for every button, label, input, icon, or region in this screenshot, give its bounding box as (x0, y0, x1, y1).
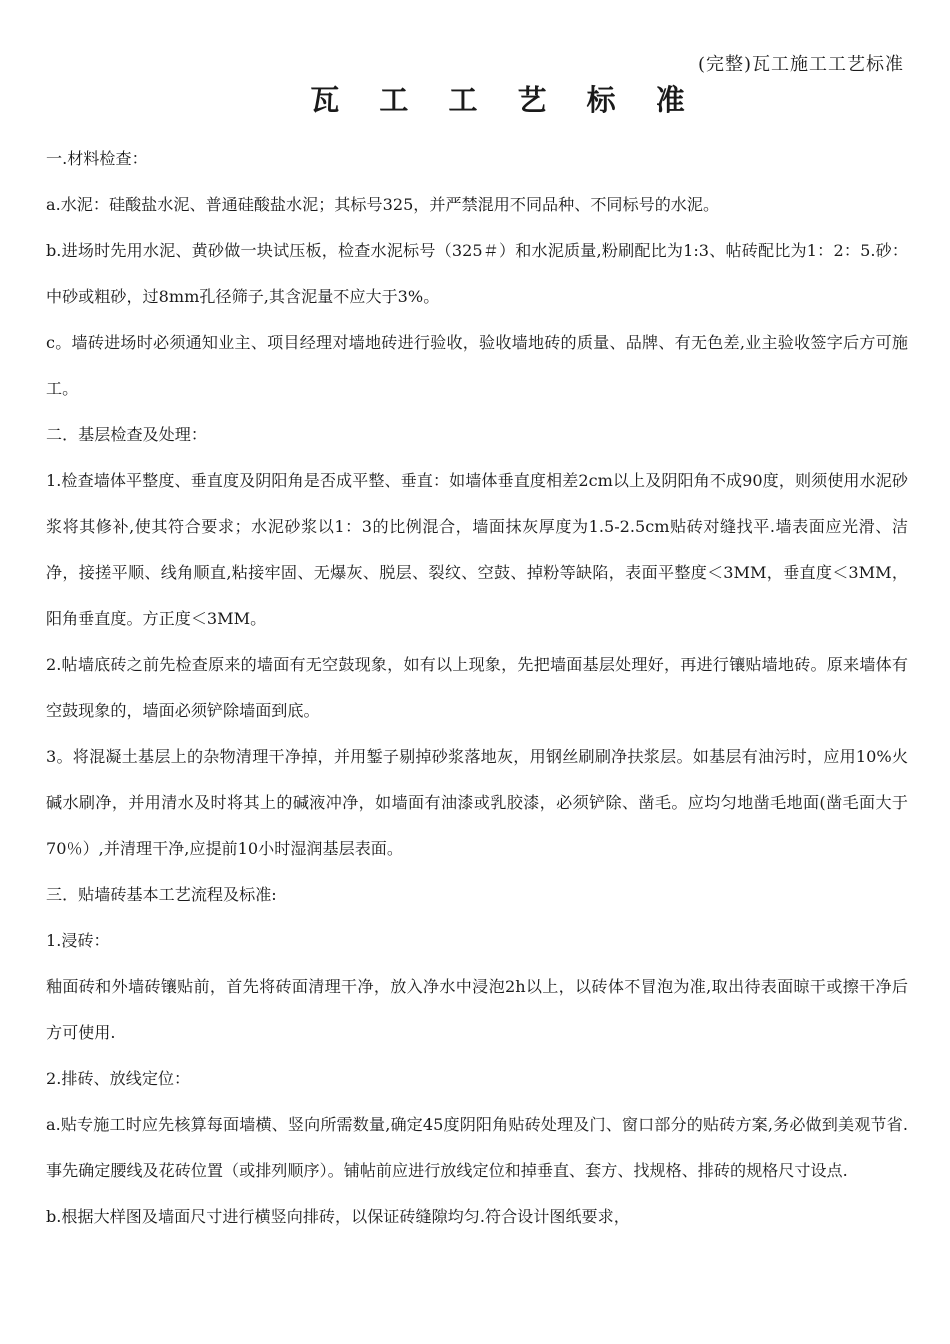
document-title: 瓦 工 工 艺 标 准 (310, 83, 700, 117)
header-note: (完整)瓦工施工工艺标准 (697, 54, 904, 75)
paragraph-layout-a: a.贴专施工时应先核算每面墙横、竖向所需数量,确定45度阴阳角贴砖处理及门、窗口部分的贴砖方案,务必做到美观节省.事先确定腰线及花砖位置（或排列顺序）。铺帖前应进行放线定位和掉垂直、套方、找规格、排砖的规格尺寸设点. (46, 1115, 908, 1180)
paragraph-hollow-check: 2.帖墙底砖之前先检查原来的墙面有无空鼓现象，如有以上现象，先把墙面基层处理好，再进行镶贴墙地砖。原来墙体有空鼓现象的，墙面必须铲除墙面到底。 (46, 655, 908, 720)
paragraph-test-board: b.进场时先用水泥、黄砂做一块试压板，检查水泥标号（325＃）和水泥质量,粉刷配比为1:3、帖砖配比为1：2：5.砂：中砂或粗砂，过8mm孔径筛子,其含泥量不应大于3%。 (46, 241, 908, 306)
document-body (46, 136, 908, 1240)
paragraph-soaking: 釉面砖和外墙砖镶贴前，首先将砖面清理干净，放入净水中浸泡2h以上，以砖体不冒泡为准,取出待表面晾干或擦干净后方可使用. (46, 977, 908, 1042)
subheading-soaking: 1.浸砖： (46, 931, 110, 950)
subheading-layout: 2.排砖、放线定位： (46, 1069, 191, 1088)
paragraph-wall-flatness: 1.检查墙体平整度、垂直度及阴阳角是否成平整、垂直：如墙体垂直度相差2cm以上及阴阳角不成90度，则须使用水泥砂浆将其修补,使其符合要求；水泥砂浆以1：3的比例混合，墙面抹灰厚度为1.5-2.5cm贴砖对缝找平.墙表面应光滑、洁净，接搓平顺、线角顺直,粘接牢固、无爆灰、脱层、裂纹、空鼓、掉粉等缺陷，表面平整度＜3MM，垂直度＜3MM，阳角垂直度。方正度＜3MM。 (46, 471, 908, 628)
section-heading-materials: 一.材料检查： (46, 149, 148, 168)
section-heading-base-layer: 二．基层检查及处理： (46, 425, 207, 444)
paragraph-base-cleaning: 3。将混凝土基层上的杂物清理干净掉，并用錾子剔掉砂浆落地灰，用钢丝刷刷净扶浆层。如基层有油污时，应用10%火碱水刷净，并用清水及时将其上的碱液冲净，如墙面有油漆或乳胶漆，必须铲除、凿毛。应均匀地凿毛地面(凿毛面大于70％）,并清理干净,应提前10小时湿润基层表面。 (46, 747, 908, 858)
paragraph-layout-b: b.根据大样图及墙面尺寸进行横竖向排砖，以保证砖缝隙均匀.符合设计图纸要求， (46, 1207, 630, 1226)
section-heading-tiling-process: 三．贴墙砖基本工艺流程及标准: (46, 885, 277, 904)
paragraph-cement: a.水泥：硅酸盐水泥、普通硅酸盐水泥；其标号325，并严禁混用不同品种、不同标号的水泥。 (46, 195, 720, 214)
paragraph-tile-inspection: c。墙砖进场时必须通知业主、项目经理对墙地砖进行验收，验收墙地砖的质量、品牌、有无色差,业主验收签字后方可施工。 (46, 333, 908, 398)
